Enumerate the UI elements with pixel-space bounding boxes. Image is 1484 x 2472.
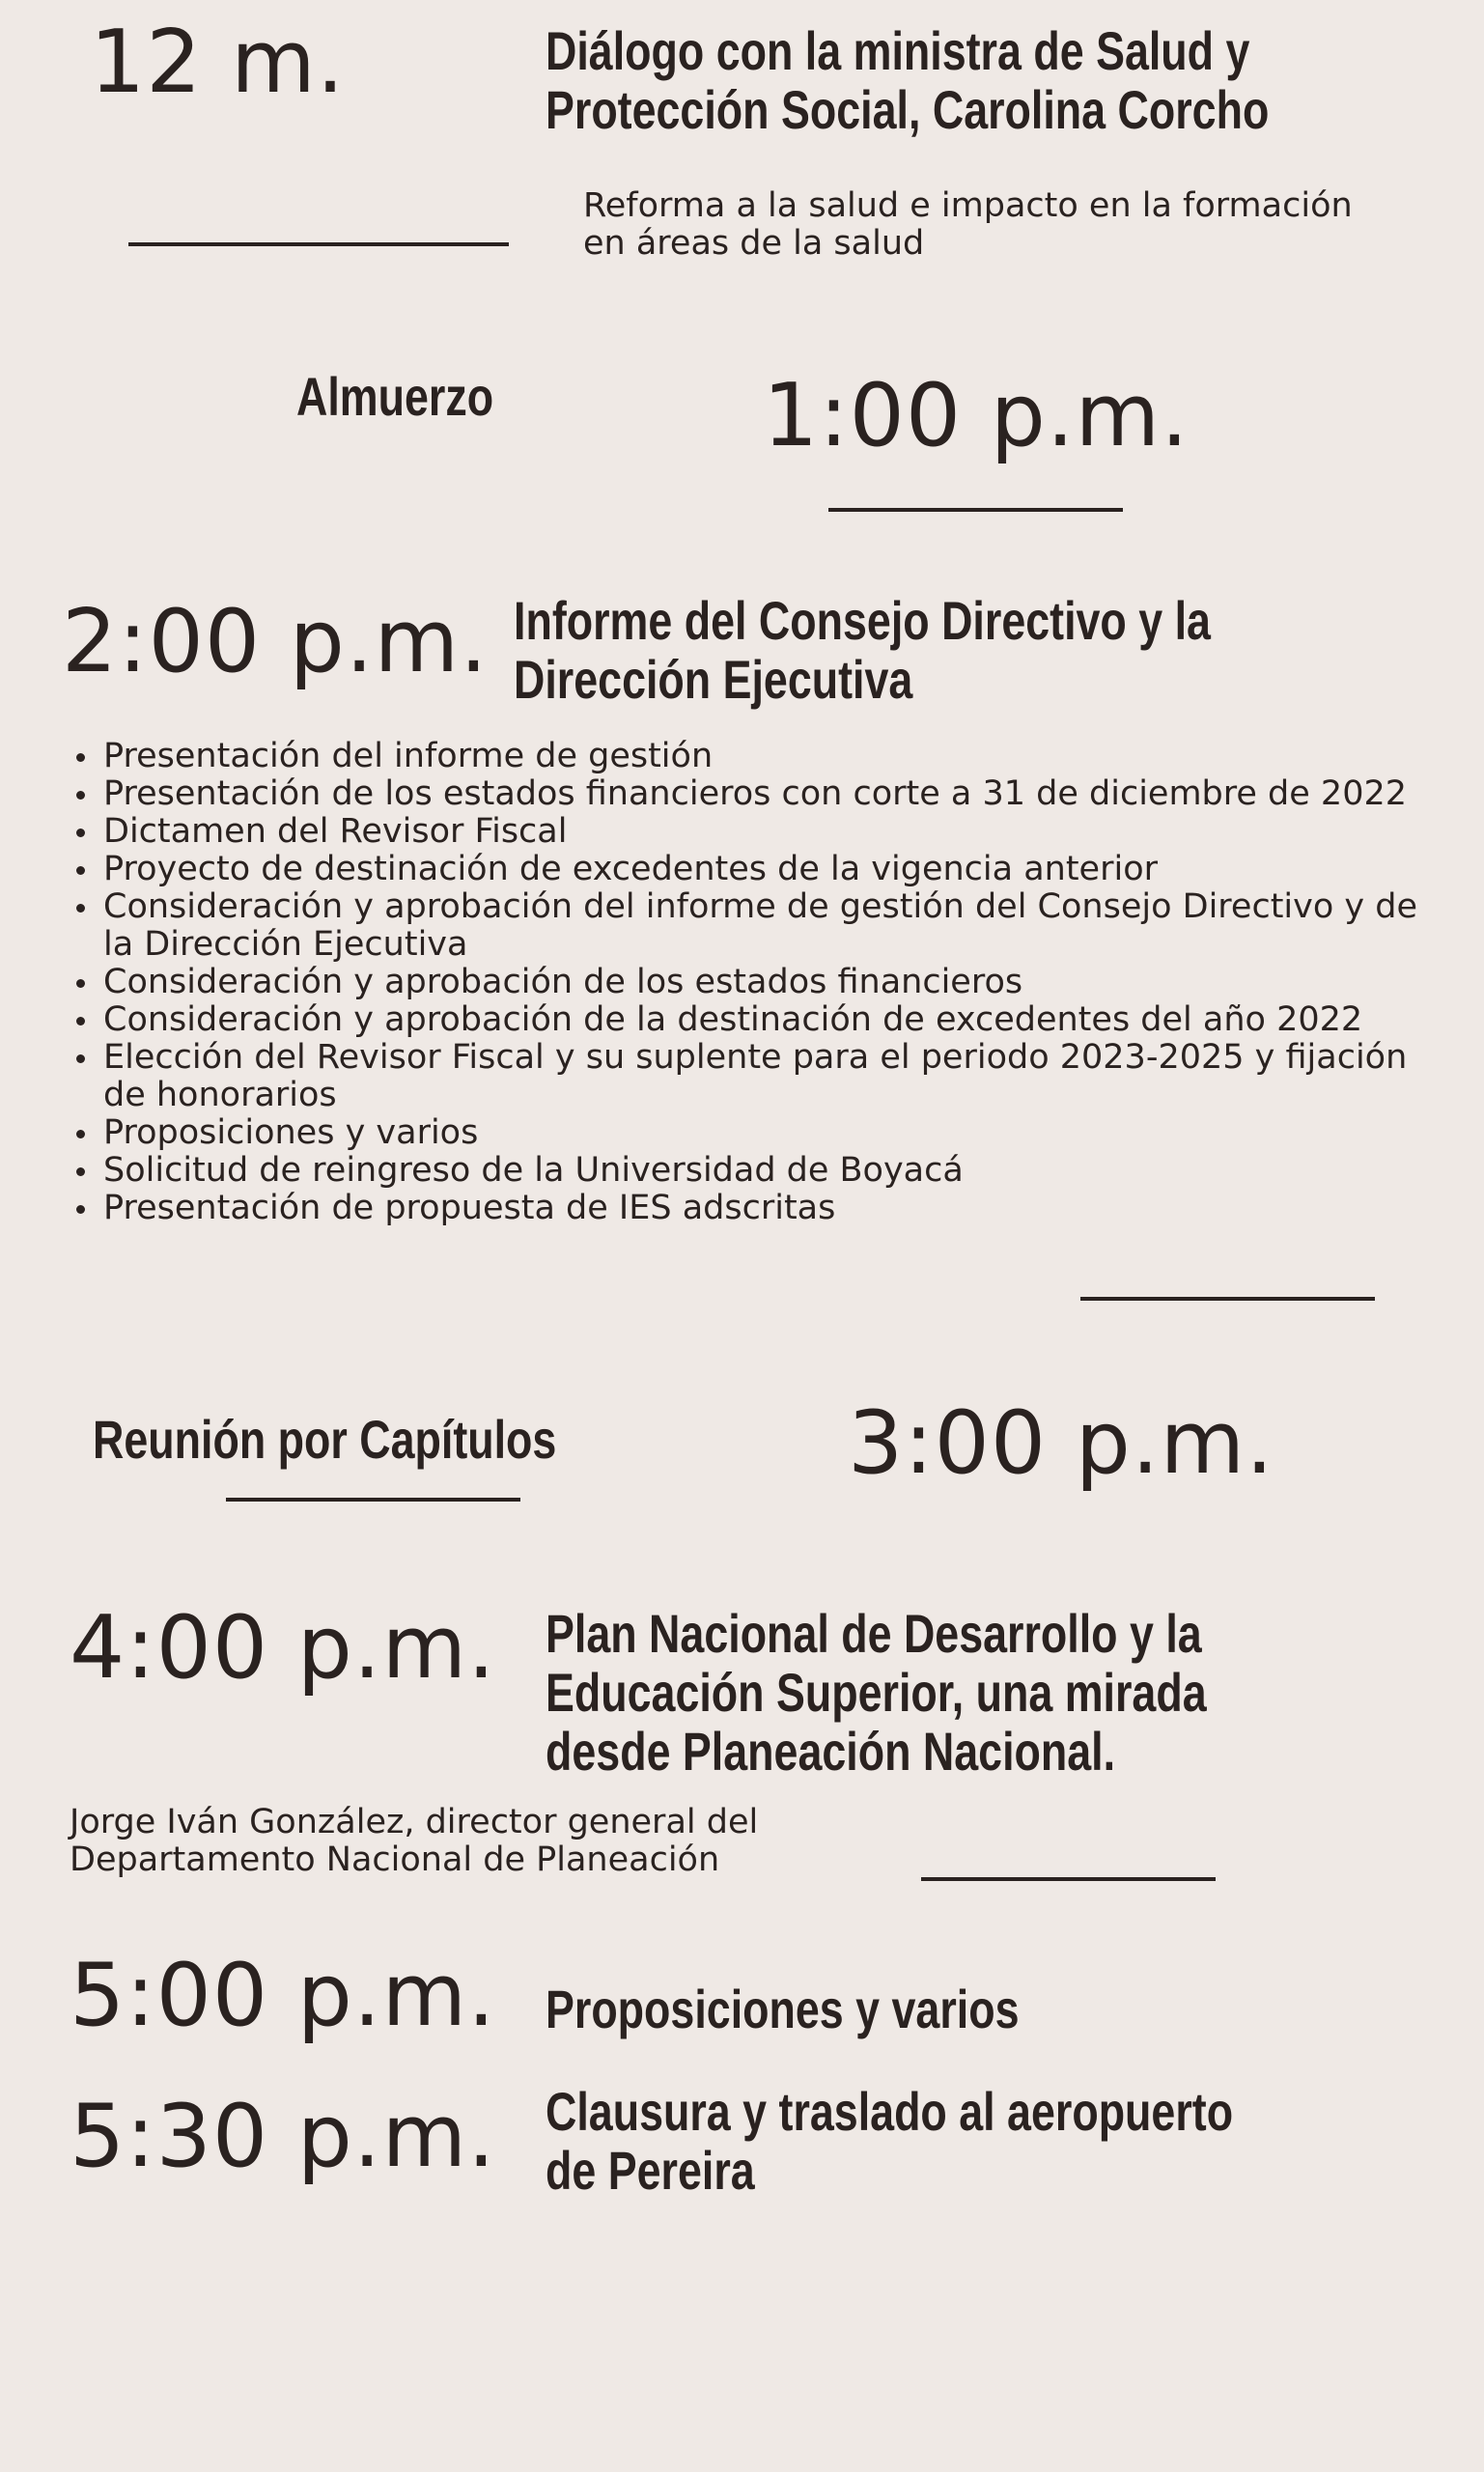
session-4-title-line2: Educación Superior, una mirada (546, 1662, 1207, 1723)
session-4-title-line3: desde Planeación Nacional. (546, 1721, 1116, 1782)
divider-3 (1080, 1297, 1375, 1301)
agenda-item: Solicitud de reingreso de la Universidad de Boyacá (72, 1152, 1424, 1190)
agenda-item: Elección del Revisor Fiscal y su suplente para el periodo 2023-2025 y fijación de honorarios (72, 1039, 1424, 1114)
time-chapters: 3:00 p.m. (848, 1392, 1274, 1494)
agenda-item: Presentación del informe de gestión (72, 738, 1424, 775)
session-2-title (514, 591, 1211, 709)
divider-5 (921, 1877, 1216, 1881)
agenda-item: Consideración y aprobación de los estados financieros (72, 964, 1424, 1001)
divider-2 (828, 508, 1123, 512)
session-4-title (546, 1604, 1207, 1781)
time-lunch: 1:00 p.m. (763, 365, 1190, 466)
agenda-item: Dictamen del Revisor Fiscal (72, 813, 1424, 851)
session-12-title-line2: Protección Social, Carolina Corcho (546, 79, 1270, 140)
time-530pm: 5:30 p.m. (70, 2086, 496, 2187)
agenda-list (72, 738, 1424, 1227)
session-12-title (546, 21, 1269, 139)
session-4-speaker-line2: Departamento Nacional de Planeación (70, 1840, 720, 1879)
divider-1 (128, 242, 509, 246)
session-2-title-line2: Dirección Ejecutiva (514, 649, 913, 710)
agenda-item: Presentación de propuesta de IES adscritas (72, 1190, 1424, 1227)
session-12-title-line1: Diálogo con la ministra de Salud y (546, 20, 1250, 81)
session-4-speaker (70, 1804, 758, 1879)
time-12m: 12 m. (90, 12, 346, 113)
time-4pm: 4:00 p.m. (70, 1597, 496, 1699)
session-12-subtitle-line1: Reforma a la salud e impacto en la formación (583, 186, 1353, 225)
session-530-title-line2: de Pereira (546, 2140, 755, 2201)
time-2pm: 2:00 p.m. (62, 591, 489, 692)
session-12-subtitle-line2: en áreas de la salud (583, 224, 925, 263)
session-5-title: Proposiciones y varios (546, 1979, 1020, 2039)
session-2-title-line1: Informe del Consejo Directivo y la (514, 590, 1211, 651)
agenda-item: Presentación de los estados financieros con corte a 31 de diciembre de 2022 (72, 775, 1424, 813)
agenda-item: Consideración y aprobación de la destinación de excedentes del año 2022 (72, 1001, 1424, 1039)
session-530-title (546, 2082, 1233, 2200)
agenda-item: Proposiciones y varios (72, 1114, 1424, 1152)
agenda-item: Proyecto de destinación de excedentes de la vigencia anterior (72, 851, 1424, 888)
session-4-title-line1: Plan Nacional de Desarrollo y la (546, 1603, 1202, 1664)
divider-4 (226, 1498, 520, 1502)
session-12-subtitle (583, 187, 1353, 263)
session-530-title-line1: Clausura y traslado al aeropuerto (546, 2081, 1234, 2142)
time-5pm: 5:00 p.m. (70, 1945, 496, 2046)
session-4-speaker-line1: Jorge Iván González, director general del (70, 1803, 759, 1841)
lunch-label: Almuerzo (296, 366, 494, 427)
agenda-item: Consideración y aprobación del informe de gestión del Consejo Directivo y de la Dirección Ejecutiva (72, 888, 1424, 964)
chapters-label: Reunión por Capítulos (93, 1409, 557, 1470)
